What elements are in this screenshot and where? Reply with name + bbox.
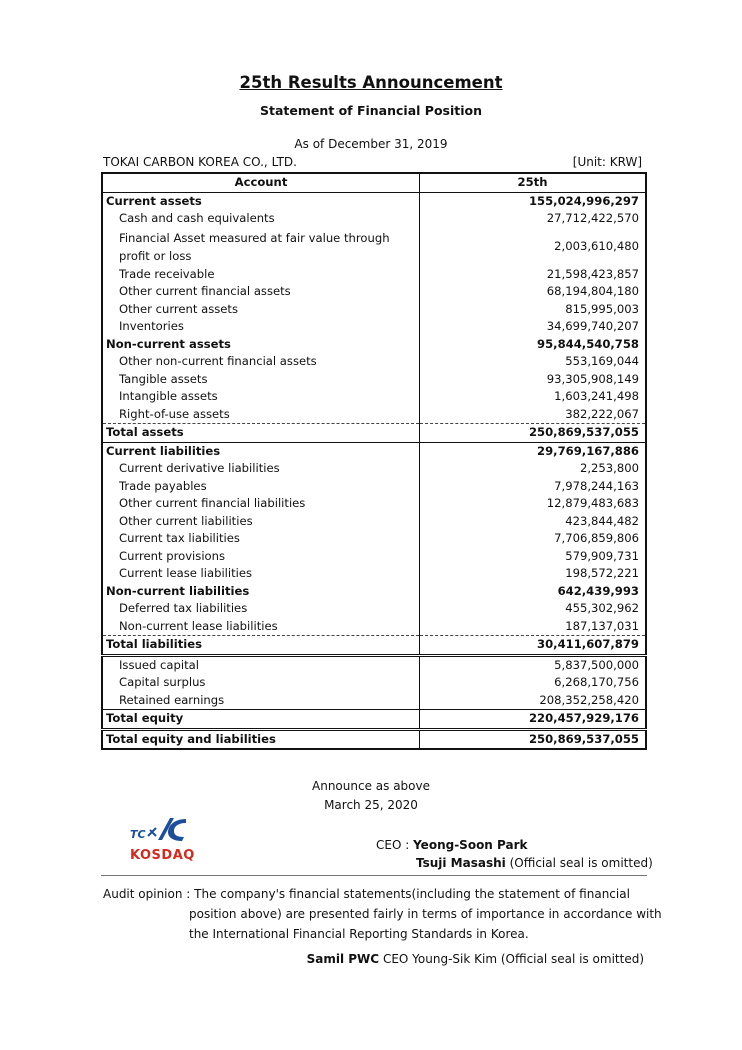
row-value: 2,003,610,480 (554, 238, 639, 253)
unit-label: [Unit: KRW] (572, 155, 642, 169)
table-row (102, 530, 646, 548)
ceo-name-2: Tsuji Masashi (416, 856, 506, 870)
ceo-line-1 (376, 838, 528, 852)
document-subtitle: Statement of Financial Position (259, 103, 482, 118)
audit-label: Audit opinion : (103, 887, 191, 901)
row-label: Trade receivable (102, 266, 420, 284)
ceo-name-1: Yeong-Soon Park (413, 838, 528, 852)
row-value: 198,572,221 (565, 566, 639, 580)
header-period: 25th (420, 173, 647, 192)
table-row (102, 460, 646, 478)
table-row (102, 210, 646, 228)
row-value: 21,598,423,857 (546, 266, 639, 281)
row-value: 29,769,167,886 (537, 443, 639, 458)
row-label: Deferred tax liabilities (102, 600, 420, 618)
svg-text:TC: TC (130, 828, 146, 841)
row-value: 155,024,996,297 (528, 193, 639, 208)
divider (101, 875, 647, 876)
auditor-ceo-label: CEO (382, 952, 409, 966)
audit-line-2: position above) are presented fairly in terms of importance in accordance with (189, 907, 662, 921)
row-value: 220,457,929,176 (420, 710, 647, 730)
row-label: Current assets (102, 192, 420, 210)
row-label: Tangible assets (102, 371, 420, 389)
row-label: Retained earnings (102, 692, 420, 710)
table-row (102, 674, 646, 692)
row-label: Other current liabilities (102, 513, 420, 531)
ceo-label: CEO : (376, 838, 410, 852)
row-value: 93,305,908,149 (546, 371, 639, 386)
table-row (102, 318, 646, 336)
row-label: Current lease liabilities (102, 565, 420, 583)
row-label: Non-current assets (102, 336, 420, 354)
table-row (102, 266, 646, 284)
row-value: 1,603,241,498 (554, 389, 639, 403)
row-value: 30,411,607,879 (420, 636, 647, 656)
row-value: 7,706,859,806 (554, 531, 639, 545)
row-value: 455,302,962 (565, 601, 639, 615)
row-value: 382,222,067 (420, 406, 647, 424)
row-label: Current derivative liabilities (102, 460, 420, 478)
auditor-name: Young-Sik Kim (412, 952, 498, 966)
row-value: 68,194,804,180 (546, 284, 639, 298)
row-label: Capital surplus (102, 674, 420, 692)
table-row (102, 583, 646, 601)
as-of-date: As of December 31, 2019 (294, 137, 448, 151)
row-label: Current provisions (102, 548, 420, 566)
table-row (102, 655, 646, 674)
table-row (102, 692, 646, 710)
row-label: Cash and cash equivalents (102, 210, 420, 228)
company-name: TOKAI CARBON KOREA CO., LTD. (103, 155, 297, 169)
row-label: Issued capital (102, 655, 420, 674)
row-label: Non-current lease liabilities (102, 618, 420, 636)
ceo-line-2 (416, 856, 653, 870)
row-value: 208,352,258,420 (420, 692, 647, 710)
document-title: 25th Results Announcement (239, 73, 503, 92)
row-value: 553,169,044 (565, 354, 639, 368)
kosdaq-logo: KOSDAQ (130, 848, 195, 863)
audit-line-3: the International Financial Reporting Standards in Korea. (189, 927, 529, 941)
table-row (102, 388, 646, 406)
table-row (102, 192, 646, 210)
row-value: 5,837,500,000 (554, 657, 639, 672)
row-label: Inventories (102, 318, 420, 336)
row-label: Total assets (102, 424, 420, 443)
auditor-firm: Samil PWC (306, 952, 380, 966)
row-value: 27,712,422,570 (546, 211, 639, 225)
table-row (102, 618, 646, 636)
table-row (102, 406, 646, 424)
row-label: Total liabilities (102, 636, 420, 656)
row-label: Current liabilities (102, 442, 420, 460)
table-row (102, 548, 646, 566)
row-value: 12,879,483,683 (546, 496, 639, 510)
total-row (102, 424, 646, 443)
header-account: Account (102, 173, 420, 192)
announce-text: Announce as above (312, 779, 430, 793)
row-value: 7,978,244,163 (554, 478, 639, 493)
table-row (102, 336, 646, 354)
table-row (102, 442, 646, 460)
announce-date: March 25, 2020 (324, 798, 418, 812)
row-value: 642,439,993 (557, 583, 639, 598)
row-value: 423,844,482 (565, 513, 639, 528)
table-row (102, 478, 646, 496)
row-label: Non-current liabilities (102, 583, 420, 601)
row-label: Other non-current financial assets (102, 353, 420, 371)
row-value: 250,869,537,055 (420, 424, 647, 443)
table-row (102, 513, 646, 531)
total-row (102, 729, 646, 749)
audit-line-1: The company's financial statements(including the statement of financial (194, 887, 630, 901)
table-header-row (102, 173, 646, 192)
row-label: Total equity and liabilities (102, 729, 420, 749)
table-row (102, 353, 646, 371)
row-value: 187,137,031 (420, 618, 647, 636)
row-label: Other current financial liabilities (102, 495, 420, 513)
table-row (102, 301, 646, 319)
row-label: Current tax liabilities (102, 530, 420, 548)
financial-position-table (101, 172, 647, 750)
total-row (102, 636, 646, 656)
row-value: 95,844,540,758 (537, 336, 639, 351)
row-label: Other current assets (102, 301, 420, 319)
row-label: Financial Asset measured at fair value through profit or loss (102, 228, 420, 266)
table-row (102, 565, 646, 583)
row-value: 2,253,800 (579, 461, 639, 475)
row-label: Trade payables (102, 478, 420, 496)
row-value: 34,699,740,207 (546, 319, 639, 333)
row-label: Total equity (102, 710, 420, 730)
row-value: 6,268,170,756 (554, 675, 639, 689)
table-row (102, 371, 646, 389)
table-row (102, 228, 646, 266)
row-label: Intangible assets (102, 388, 420, 406)
row-value: 250,869,537,055 (528, 731, 639, 746)
table-row (102, 495, 646, 513)
total-row (102, 710, 646, 730)
auditor-seal: (Official seal is omitted) (500, 952, 644, 966)
row-value: 579,909,731 (565, 548, 639, 563)
table-row (102, 283, 646, 301)
row-value: 815,995,003 (565, 301, 639, 316)
auditor-signature (307, 952, 644, 966)
row-label: Right-of-use assets (102, 406, 420, 424)
seal-note: (Official seal is omitted) (509, 856, 653, 870)
table-row (102, 600, 646, 618)
row-label: Other current financial assets (102, 283, 420, 301)
audit-opinion (103, 884, 663, 944)
